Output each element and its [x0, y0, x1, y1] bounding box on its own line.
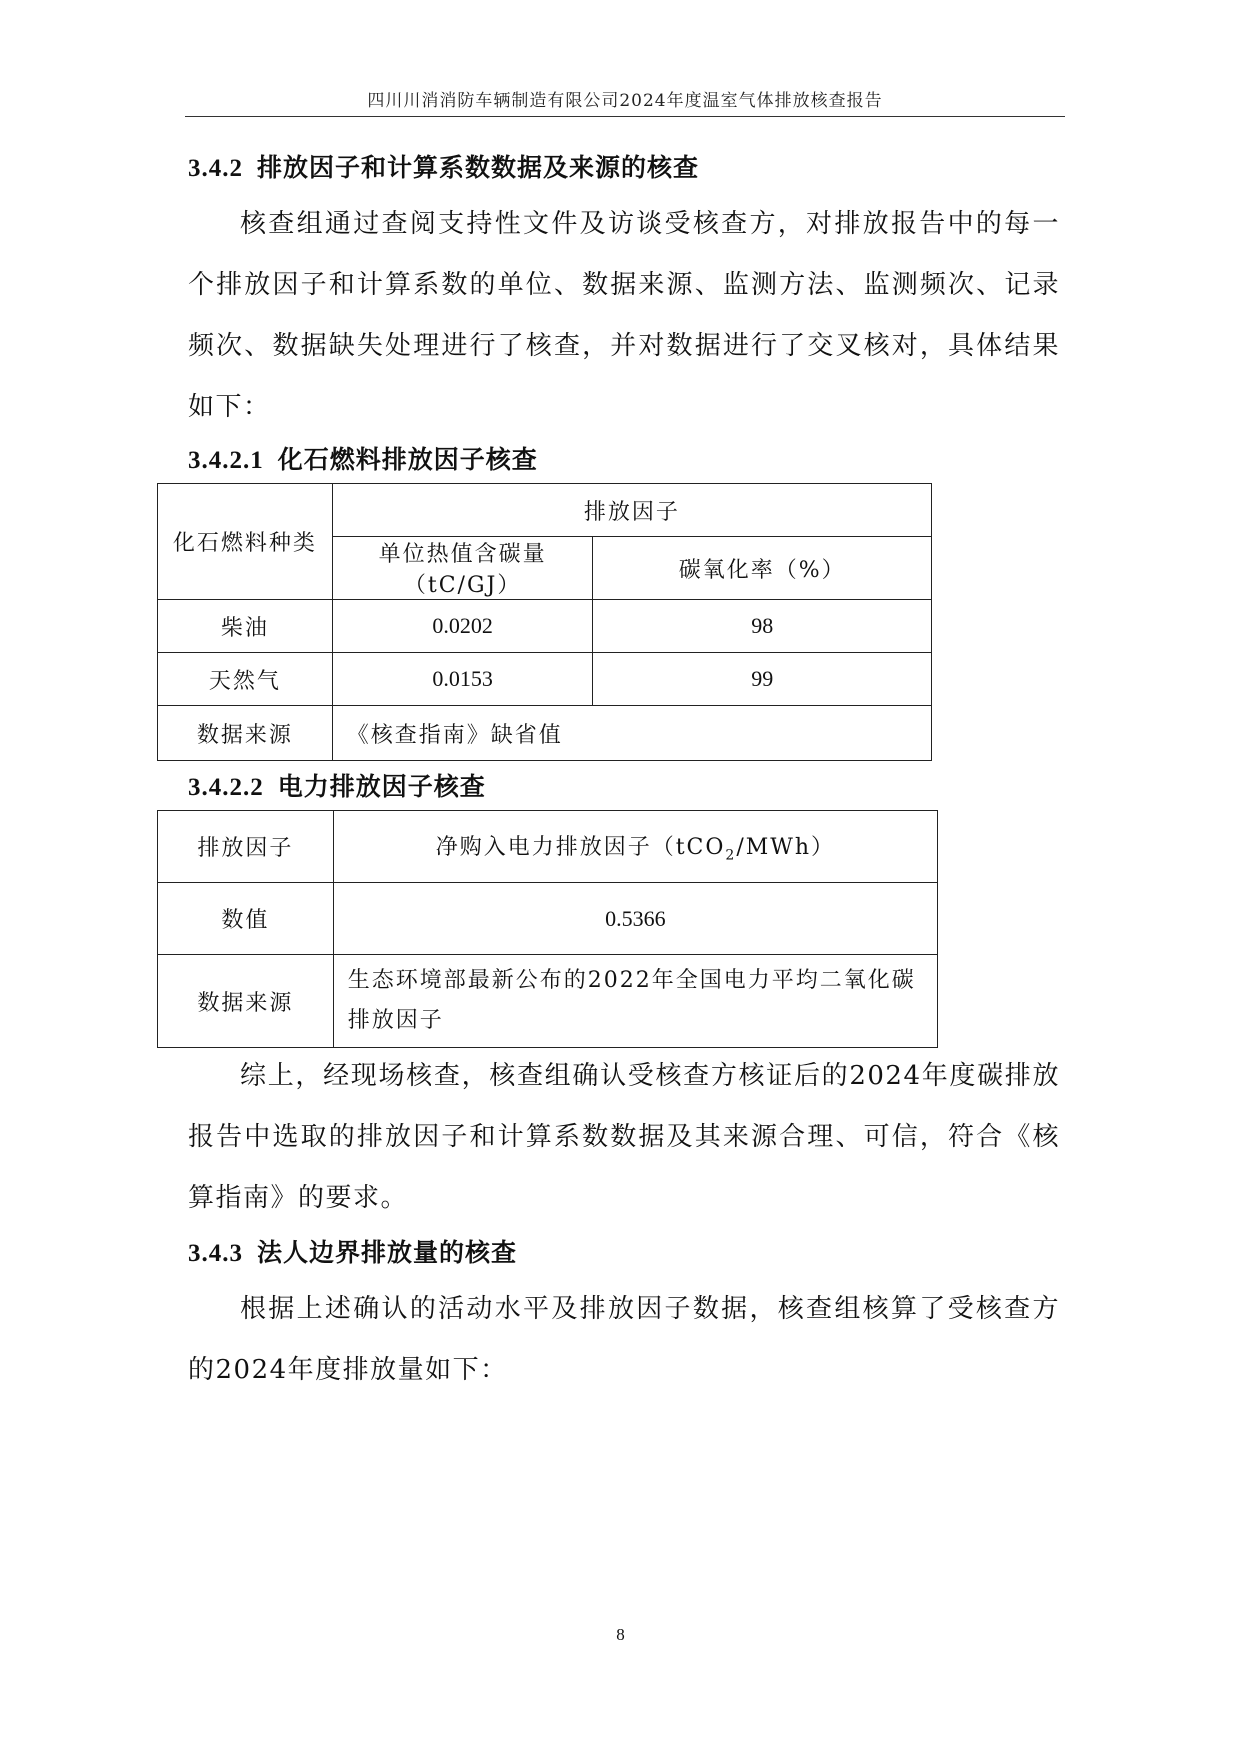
heading-title: 法人边界排放量的核查: [257, 1238, 518, 1267]
oxidation-rate-header: 碳氧化率（%）: [593, 537, 932, 600]
data-source-value: 《核查指南》缺省值: [332, 706, 931, 761]
oxidation-rate-cell: 99: [593, 653, 932, 706]
paragraph-intro: 核查组通过查阅支持性文件及访谈受核查方，对排放报告中的每一个排放因子和计算系数的单位、数据来源、监测方法、监测频次、记录频次、数据缺失处理进行了核查，并对数据进行了交叉核对，具体结果如下：: [188, 209, 1060, 422]
heading-title: 排放因子和计算系数数据及来源的核查: [257, 153, 700, 182]
paragraph-summary: 综上，经现场核查，核查组确认受核查方核证后的2024年度碳排放报告中选取的排放因子和计算系数数据及其来源合理、可信，符合《核算指南》的要求。: [188, 1061, 1060, 1213]
heading-3-4-2-2: [188, 767, 486, 803]
data-source-value: 生态环境部最新公布的2022年全国电力平均二氧化碳排放因子: [333, 955, 937, 1048]
table-row: [158, 484, 932, 537]
oxidation-rate-cell: 98: [593, 600, 932, 653]
fuel-name-cell: 天然气: [158, 653, 333, 706]
emission-factor-header: 排放因子: [332, 484, 931, 537]
heading-number: 3.4.2.1: [188, 447, 264, 474]
factor-name-prefix: 净购入电力排放因子（tCO: [435, 834, 726, 860]
carbon-content-cell: 0.0202: [332, 600, 593, 653]
heading-3-4-3: [188, 1233, 517, 1269]
value-label-cell: 数值: [158, 883, 334, 955]
heading-number: 3.4.3: [188, 1240, 243, 1267]
data-source-label: 数据来源: [158, 955, 334, 1048]
table-row: [158, 811, 938, 883]
paragraph-emissions: 根据上述确认的活动水平及排放因子数据，核查组核算了受核查方的2024年度排放量如下：: [188, 1294, 1060, 1385]
heading-3-4-2-1: [188, 440, 538, 476]
heading-number: 3.4.2: [188, 155, 243, 182]
factor-name-subscript: 2: [725, 847, 737, 864]
factor-name-cell: [333, 811, 937, 883]
page-number: 8: [616, 1625, 625, 1644]
carbon-content-header: 单位热值含碳量（tC/GJ）: [332, 537, 593, 600]
heading-title: 电力排放因子核查: [277, 772, 486, 801]
carbon-content-cell: 0.0153: [332, 653, 593, 706]
fuel-name-cell: 柴油: [158, 600, 333, 653]
fuel-type-header: 化石燃料种类: [158, 484, 333, 600]
factor-name-suffix: /MWh）: [736, 834, 836, 860]
table-row: [158, 600, 932, 653]
header-rule: [185, 116, 1065, 117]
table-row: [158, 706, 932, 761]
factor-label-cell: 排放因子: [158, 811, 334, 883]
fossil-fuel-factor-table: [157, 483, 932, 761]
electricity-factor-table: [157, 810, 938, 1048]
heading-number: 3.4.2.2: [188, 774, 264, 801]
table-row: [158, 955, 938, 1048]
table-row: [158, 883, 938, 955]
heading-title: 化石燃料排放因子核查: [277, 445, 538, 474]
heading-3-4-2: [188, 148, 699, 184]
running-header: 四川川消消防车辆制造有限公司2024年度温室气体排放核查报告: [367, 91, 883, 111]
data-source-label: 数据来源: [158, 706, 333, 761]
table-row: [158, 653, 932, 706]
factor-value-cell: 0.5366: [333, 883, 937, 955]
